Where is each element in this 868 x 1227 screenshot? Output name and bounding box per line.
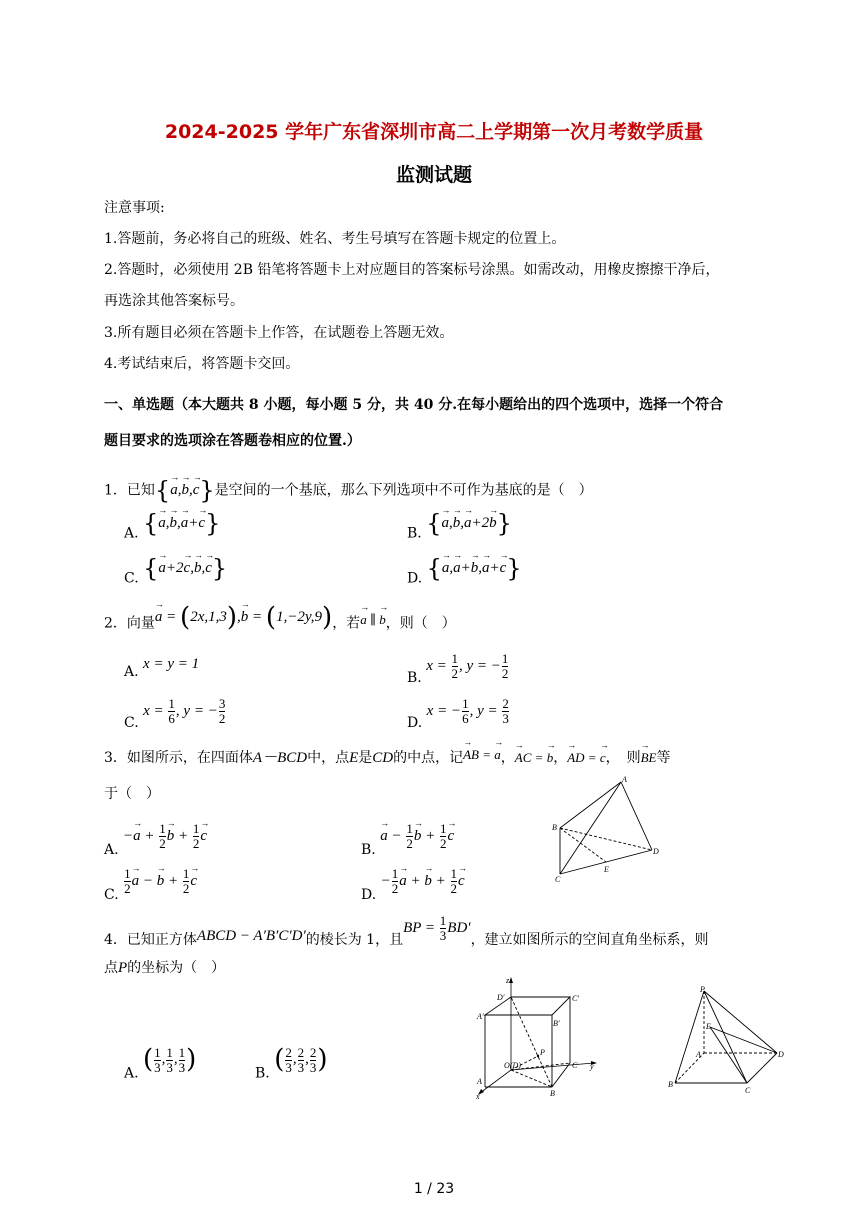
section-heading-line1: 一、单选题（本大题共 8 小题，每小题 5 分，共 40 分.在每小题给出的四个选项中，选择一个符合	[104, 397, 724, 413]
q3-option-b[interactable]	[361, 821, 455, 865]
svg-text:B′: B′	[553, 1019, 560, 1028]
q1-option-a[interactable]	[124, 510, 221, 548]
q2-vectors-formula: → a = (2x,1,3),→ b = (1,−2y,9)	[155, 609, 332, 625]
q4-line2-suffix: 的坐标为（ ）	[127, 960, 226, 976]
svg-text:D: D	[778, 1050, 784, 1059]
svg-text:B: B	[552, 823, 557, 832]
section-heading-line2: 题目要求的选项涂在答题卷相应的位置.）	[104, 433, 361, 449]
q4-option-a-formula: ( $\frac{1}{3}$ , $\frac{1}{3}$ , $\frac{1}{3}$ )	[143, 1044, 197, 1075]
q3-option-c-label: C.	[104, 886, 119, 903]
svg-text:C: C	[572, 1061, 578, 1070]
q4-bp-formula: BP = $\frac{1}{3}$ BD′	[403, 913, 471, 943]
q4-prefix: 4．已知正方体	[104, 931, 197, 948]
q3-option-a-formula: −→ a + $\frac{1}{2}$ → b + $\frac{1}{2}$ → c	[123, 828, 207, 844]
q2-option-a[interactable]	[124, 656, 200, 681]
q4-option-b[interactable]	[255, 1044, 328, 1089]
svg-text:A: A	[477, 1077, 482, 1086]
svg-text:B: B	[550, 1089, 555, 1098]
note-item-2: 2.答题时，必须使用 2B 铅笔将答题卡上对应题目的答案标号涂黑。如需改动，用橡皮擦擦干净后，	[104, 262, 720, 278]
q3-option-c[interactable]	[104, 866, 198, 910]
q2-mid: ，若	[332, 615, 361, 632]
q2-option-b[interactable]	[407, 651, 509, 693]
q4-mid: 的棱长为 1，且	[305, 931, 404, 948]
q1-option-c-label: C.	[124, 570, 139, 587]
document-title: 2024-2025 学年广东省深圳市高二上学期第一次月考数学质量	[164, 121, 704, 143]
q3-def-ab: → AB = → a	[463, 747, 501, 762]
q1-option-c-formula: {→ a+2→ c,→ b,→ c}	[143, 560, 227, 576]
q3-option-d-formula: − $\frac{1}{2}$ → a + → b + $\frac{1}{2}$ → c	[381, 873, 465, 889]
svg-text:A: A	[622, 775, 627, 784]
q3-def-ac: → AC = → b	[515, 750, 553, 765]
q3-point-e: E	[349, 750, 359, 766]
q3-be: → BE	[641, 750, 657, 765]
q1-option-b[interactable]	[407, 510, 512, 548]
q1-option-a-label: A.	[124, 525, 139, 542]
q3-stem-line1: 3．如图所示，在四面体A－BCD中，点E是CD的中点，记→ AB = → a，→ AC = → b，→ AD = → c， 则→ BE等	[104, 746, 670, 767]
q2-parallel-formula: → a ∥ → b	[360, 612, 386, 627]
svg-text:x: x	[476, 1092, 480, 1100]
q2-option-c-label: C.	[124, 714, 139, 731]
q4-option-b-label: B.	[255, 1065, 270, 1082]
svg-text:A: A	[696, 1050, 701, 1059]
q4-option-a[interactable]	[124, 1044, 197, 1089]
q3-mid3: 的中点，记	[393, 750, 464, 766]
q3-option-d-label: D.	[361, 886, 377, 903]
q2-stem	[104, 603, 456, 639]
q1-option-a-formula: {→ a,→ b,→ a+→ c}	[143, 515, 220, 531]
note-item-2-cont: 再选涂其他答案标号。	[104, 293, 244, 309]
q3-then: 则	[626, 750, 641, 766]
q1-option-b-label: B.	[407, 525, 422, 542]
q4-stem-line1	[104, 913, 709, 955]
q3-tetrahedron: A－BCD	[252, 750, 308, 766]
svg-text:D′: D′	[497, 993, 505, 1002]
svg-text:B: B	[668, 1080, 673, 1089]
q1-option-d-formula: {→ a,→ a+→ b,→ a+→ c}	[427, 560, 522, 576]
q1-option-d[interactable]	[407, 555, 522, 593]
q1-stem	[104, 477, 593, 505]
svg-text:C: C	[745, 1086, 751, 1095]
q1-option-b-formula: {→ a,→ b,→ a+2→ b}	[426, 515, 512, 531]
q2-option-d-formula: x = − $\frac{1}{6}$ , y = $\frac{2}{3}$	[426, 696, 509, 726]
q3-segment-cd: CD	[372, 750, 394, 766]
document-subtitle: 监测试题	[395, 164, 472, 186]
q2-option-d[interactable]	[407, 696, 510, 738]
svg-text:C′: C′	[572, 994, 580, 1003]
q4-option-a-label: A.	[124, 1065, 139, 1082]
q3-end: 等	[656, 750, 671, 766]
q4-cube-figure	[470, 975, 600, 1100]
q1-basis-formula: {→ a,→ b,→ c}	[155, 482, 215, 498]
q3-mid2: 是	[358, 750, 373, 766]
q3-stem-line2: 于（ ）	[104, 786, 160, 802]
q2-option-c[interactable]	[124, 696, 226, 738]
q3-def-ad: → AD = → c	[567, 750, 605, 765]
q1-option-d-label: D.	[407, 570, 423, 587]
q1-option-c[interactable]	[124, 555, 228, 593]
q3-option-d[interactable]	[361, 866, 465, 910]
q2-option-a-formula: x = y = 1	[143, 656, 200, 672]
notes-heading: 注意事项:	[104, 200, 165, 216]
q4-cube-name: ABCD − A′B′C′D′	[196, 927, 306, 944]
pyramid-figure	[660, 983, 795, 1095]
q3-mid1: 中，点	[307, 750, 350, 766]
svg-text:E: E	[706, 1022, 711, 1031]
q2-prefix: 2．向量	[104, 615, 155, 632]
q4-suffix: ，建立如图所示的空间直角坐标系，则	[470, 931, 709, 948]
q1-suffix: 是空间的一个基底，那么下列选项中不可作为基底的是（ ）	[214, 482, 593, 499]
q3-tetrahedron-figure	[548, 772, 664, 884]
q4-stem-line2	[104, 957, 225, 977]
note-item-1: 1.答题前，务必将自己的班级、姓名、考生号填写在答题卡规定的位置上。	[104, 231, 566, 247]
q1-prefix: 1．已知	[104, 482, 155, 499]
q2-option-b-formula: x = $\frac{1}{2}$ , y = − $\frac{1}{2}$	[426, 651, 509, 681]
svg-text:A′: A′	[477, 1012, 484, 1021]
svg-text:C: C	[555, 875, 561, 884]
svg-text:P: P	[700, 985, 705, 994]
svg-text:y: y	[590, 1062, 594, 1071]
q4-option-b-formula: ( $\frac{2}{3}$ , $\frac{2}{3}$ , $\frac{2}{3}$ )	[274, 1044, 328, 1075]
q3-option-a[interactable]	[104, 821, 208, 865]
q4-point-p: P	[118, 960, 128, 976]
page-number: 1 / 23	[413, 1181, 455, 1197]
note-item-4: 4.考试结束后，将答题卡交回。	[104, 356, 300, 372]
svg-text:D: D	[653, 847, 659, 856]
q3-prefix: 3．如图所示，在四面体	[104, 750, 253, 766]
svg-text:z: z	[506, 976, 510, 985]
svg-text:E: E	[604, 865, 609, 874]
svg-text:P: P	[540, 1048, 545, 1057]
q3-option-c-formula: $\frac{1}{2}$ → a − → b + $\frac{1}{2}$ → c	[123, 873, 197, 889]
q2-option-a-label: A.	[124, 664, 139, 680]
q3-option-b-formula: → a − $\frac{1}{2}$ → b + $\frac{1}{2}$ → c	[380, 828, 454, 844]
q2-option-d-label: D.	[407, 714, 423, 731]
q3-option-a-label: A.	[104, 841, 119, 858]
q4-line2-prefix: 点	[104, 960, 118, 976]
q2-option-c-formula: x = $\frac{1}{6}$ , y = − $\frac{3}{2}$	[143, 696, 226, 726]
svg-text:O(D): O(D)	[504, 1061, 521, 1070]
q3-option-b-label: B.	[361, 841, 376, 858]
note-item-3: 3.所有题目必须在答题卡上作答，在试题卷上答题无效。	[104, 325, 454, 341]
q2-suffix: ，则（ ）	[385, 615, 456, 632]
q2-option-b-label: B.	[407, 669, 422, 686]
